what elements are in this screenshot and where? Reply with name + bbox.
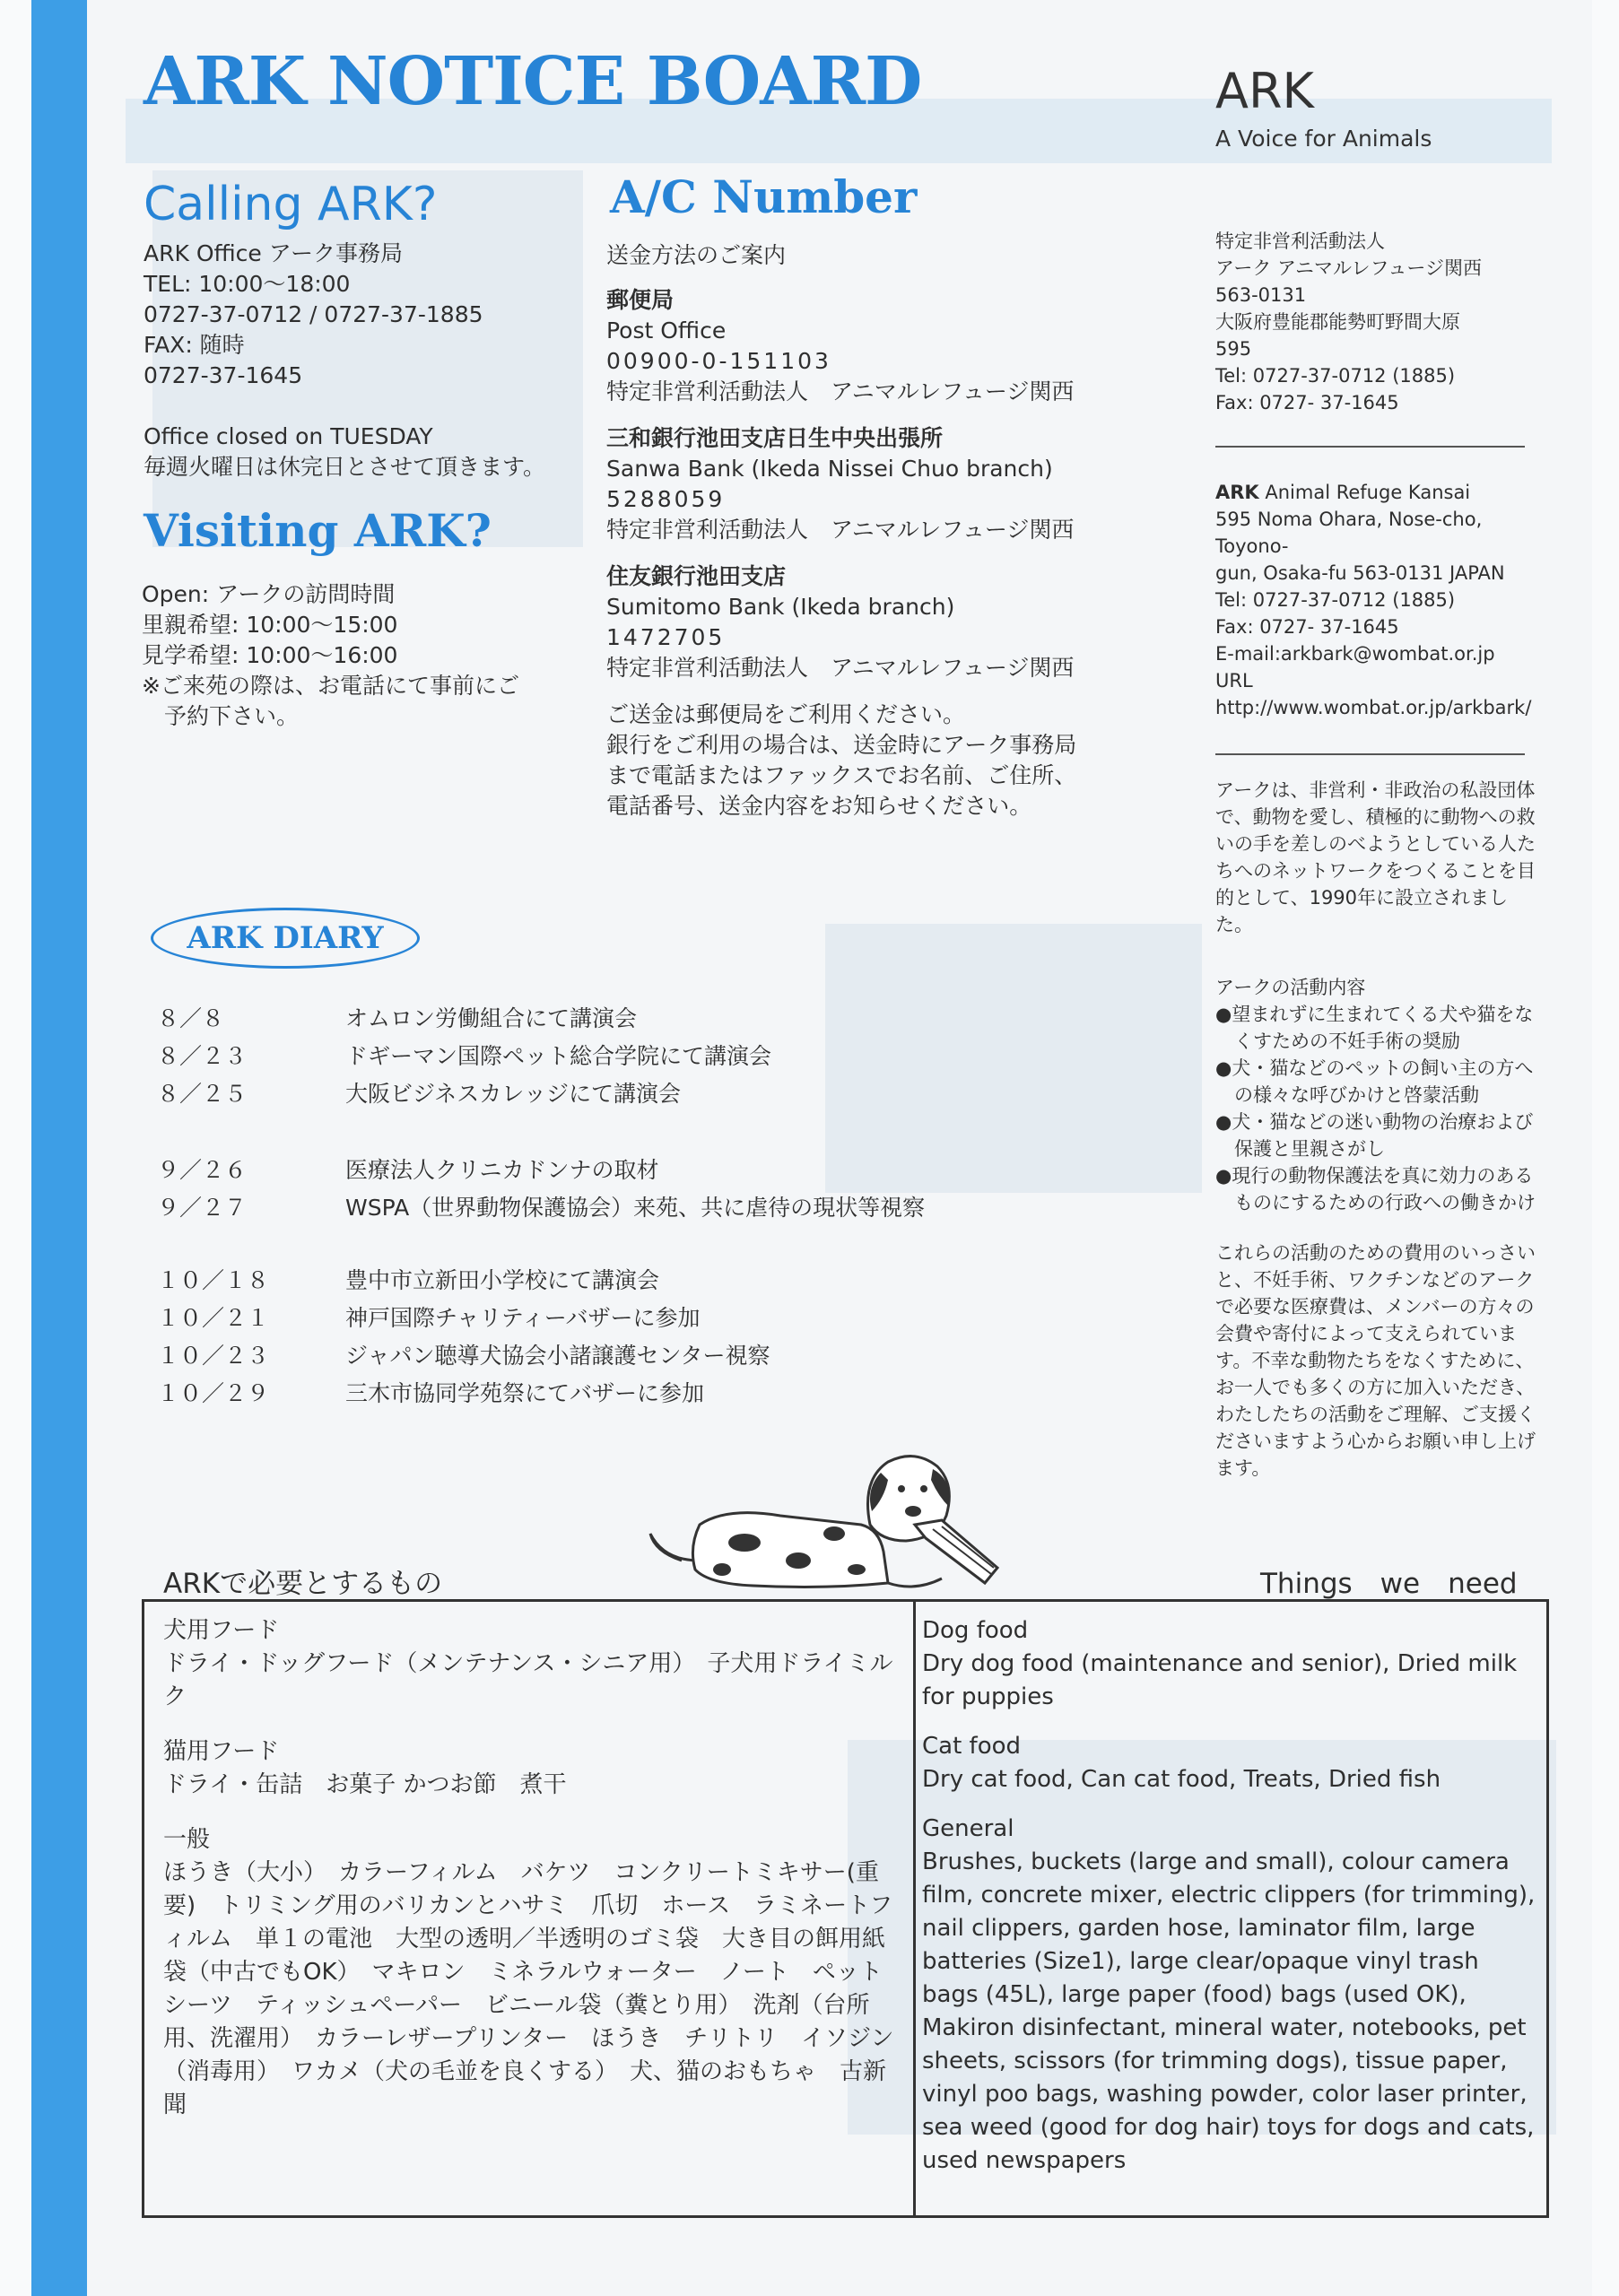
needs-dog-en-title: Dog food bbox=[922, 1617, 1029, 1644]
visiting-line: 予約下さい。 bbox=[142, 703, 300, 729]
sumitomo-heading: 住友銀行池田支店 bbox=[606, 563, 787, 589]
needs-dog-jp-body: ドライ・ドッグフード（メンテナンス・シニア用） 子犬用ドライミルク bbox=[163, 1650, 893, 1710]
address-jp-line: Tel: 0727-37-0712 (1885) bbox=[1215, 365, 1456, 387]
post-number: 00900-0-151103 bbox=[606, 348, 831, 374]
needs-heading-jp: ARKで必要とするもの bbox=[163, 1568, 443, 1600]
about-line: ちへのネットワークをつくることを目 bbox=[1215, 860, 1536, 882]
needs-heading-en: Things we need bbox=[1260, 1568, 1518, 1600]
activity-item: 保護と里親さがし bbox=[1215, 1138, 1385, 1160]
email-text: E-mail:arkbark@wombat.or.jp bbox=[1215, 643, 1495, 665]
background-photo-middle bbox=[825, 924, 1202, 1193]
about-line: いの手を差しのべようとしている人た bbox=[1215, 833, 1536, 855]
needs-cat-jp-body: ドライ・缶詰 お菓子 かつお節 煮干 bbox=[163, 1771, 567, 1798]
needs-table-divider bbox=[913, 1599, 916, 2218]
calling-line: TEL: 10:00〜18:00 bbox=[144, 271, 351, 297]
funding-line: す。不幸な動物たちをなくすために、 bbox=[1215, 1350, 1535, 1371]
calling-line: 毎週火曜日は休完日とさせて頂きます。 bbox=[144, 454, 546, 480]
needs-general-jp-title: 一般 bbox=[163, 1826, 211, 1853]
visiting-line: 里親希望: 10:00〜15:00 bbox=[142, 612, 398, 638]
account-note-line: ご送金は郵便局をご利用ください。 bbox=[606, 701, 966, 727]
page-title: ARK NOTICE BOARD bbox=[144, 43, 922, 120]
address-jp-line: 595 bbox=[1215, 338, 1252, 360]
address-jp-line: Fax: 0727- 37-1645 bbox=[1215, 392, 1399, 413]
org-tagline: A Voice for Animals bbox=[1215, 126, 1432, 152]
post-name: Post Office bbox=[606, 317, 727, 344]
address-jp-line: 大阪府豊能郡能勢町野間大原 bbox=[1215, 311, 1460, 333]
needs-cat-jp-title: 猫用フード bbox=[163, 1738, 280, 1765]
about-line: アークは、非営利・非政治の私設団体 bbox=[1215, 779, 1536, 801]
calling-line: FAX: 随時 bbox=[144, 332, 245, 358]
post-holder: 特定非営利活動法人 アニマルレフュージ関西 bbox=[606, 378, 1075, 404]
address-en-line: gun, Osaka-fu 563-0131 JAPAN bbox=[1215, 562, 1505, 584]
activity-item: くすための不妊手術の奨励 bbox=[1215, 1031, 1460, 1052]
page-left-margin bbox=[0, 0, 31, 2296]
funding-line: で必要な医療費は、メンバーの方々の bbox=[1215, 1296, 1535, 1318]
diary-heading: ARK DIARY bbox=[151, 908, 420, 969]
calling-line: 0727-37-0712 / 0727-37-1885 bbox=[144, 301, 483, 327]
funding-line: ます。 bbox=[1215, 1457, 1271, 1479]
account-note-line: 銀行をご利用の場合は、送金時にアーク事務局 bbox=[606, 732, 1077, 758]
about-line: 的として、1990年に設立されました。 bbox=[1215, 887, 1509, 935]
needs-en-column bbox=[922, 1614, 1541, 2178]
sumitomo-holder: 特定非営利活動法人 アニマルレフュージ関西 bbox=[606, 655, 1075, 681]
funding-line: お一人でも多くの方に加入いただき、 bbox=[1215, 1377, 1536, 1398]
sanwa-heading: 三和銀行池田支店日生中央出張所 bbox=[606, 425, 944, 451]
needs-cat-en-body: Dry cat food, Can cat food, Treats, Dried fish bbox=[922, 1766, 1441, 1793]
needs-general-jp-body: ほうき（大小） カラーフィルム バケツ コンクリートミキサー(重要) トリミング用のバリカンとハサミ 爪切 ホース ラミネートフィルム 単１の電池 大型の透明／半透明のゴミ袋 大き目の餌用紙袋（中古でもOK） マキロン ミネラルウォーター ノート ペットシーツ ティッシュペーパー ビニール袋（糞とり用） 洗剤（台所用、洗濯用） カラーレザープリンター ほうき チリトリ イソジン（消毒用） ワカメ（犬の毛並を良くする） 犬、猫のおもちゃ 古新聞 bbox=[163, 1859, 894, 2118]
activities-heading: アークの活動内容 bbox=[1215, 977, 1366, 998]
needs-general-en-title: General bbox=[922, 1815, 1014, 1842]
needs-jp-column bbox=[163, 1614, 894, 2122]
address-en bbox=[1215, 479, 1538, 721]
activity-item: の様々な呼びかけと啓蒙活動 bbox=[1215, 1084, 1479, 1106]
visiting-line: 見学希望: 10:00〜16:00 bbox=[142, 642, 398, 668]
funding-line: これらの活動のための費用のいっさい bbox=[1215, 1242, 1536, 1264]
divider bbox=[1215, 753, 1525, 755]
funding-line: と、不妊手術、ワクチンなどのアーク bbox=[1215, 1269, 1535, 1291]
calling-line: 0727-37-1645 bbox=[144, 362, 303, 388]
address-en-line: Fax: 0727- 37-1645 bbox=[1215, 616, 1399, 638]
account-heading: A/C Number bbox=[610, 170, 918, 223]
needs-general-en-body: Brushes, buckets (large and small), colour camera film, concrete mixer, electric clippers (for trimming), nail clippers, garden hose, laminator film, large batteries (Size1), large clear/opaque vinyl trash bags (45L), large paper (food) bags (used OK), Makiron disinfectant, mineral water, notebooks, pet sheets, scissors (for trimming dogs), tissue paper, vinyl poo bags, washing powder, color laser printer, sea weed (good for dog hair) toys for dogs and cats, used newspapers bbox=[922, 1848, 1536, 2174]
page-right-margin bbox=[1592, 0, 1619, 2296]
account-note-line: 電話番号、送金内容をお知らせください。 bbox=[606, 793, 1032, 819]
calling-spacer bbox=[144, 391, 610, 422]
divider bbox=[1215, 446, 1525, 448]
address-en-line: 595 Noma Ohara, Nose-cho, Toyono- bbox=[1215, 509, 1483, 557]
needs-cat-en-title: Cat food bbox=[922, 1733, 1022, 1760]
activity-item: ●望まれずに生まれてくる犬や猫をな bbox=[1215, 1004, 1534, 1025]
calling-info bbox=[144, 239, 610, 483]
address-jp bbox=[1215, 228, 1538, 416]
calling-heading: Calling ARK? bbox=[144, 178, 438, 231]
needs-dog-jp-title: 犬用フード bbox=[163, 1617, 280, 1644]
calling-line: ARK Office アーク事務局 bbox=[144, 240, 403, 266]
about-line: で、動物を愛し、積極的に動物への救 bbox=[1215, 806, 1536, 828]
activity-item: ●犬・猫などの迷い動物の治療および bbox=[1215, 1111, 1534, 1133]
activities bbox=[1215, 974, 1538, 1216]
blue-side-stripe bbox=[31, 0, 87, 2296]
calling-line: Office closed on TUESDAY bbox=[144, 423, 433, 449]
url-text: http://www.wombat.or.jp/arkbark/ bbox=[1215, 697, 1532, 718]
address-jp-line: 563-0131 bbox=[1215, 284, 1307, 306]
account-intro: 送金方法のご案内 bbox=[606, 242, 787, 268]
visiting-heading: Visiting ARK? bbox=[144, 504, 492, 557]
visiting-info bbox=[142, 579, 608, 732]
url-label: URL bbox=[1215, 670, 1253, 691]
funding-line: 会費や寄付によって支えられていま bbox=[1215, 1323, 1517, 1344]
visiting-line: Open: アークの訪問時間 bbox=[142, 581, 396, 607]
address-en-line: Tel: 0727-37-0712 (1885) bbox=[1215, 589, 1456, 611]
funding-text bbox=[1215, 1239, 1538, 1482]
about-text bbox=[1215, 777, 1538, 938]
address-jp-line: 特定非営利活動法人 bbox=[1215, 230, 1385, 252]
org-name: ARK bbox=[1215, 63, 1314, 119]
visiting-line: ※ご来苑の際は、お電話にて事前にご bbox=[142, 673, 519, 699]
address-jp-line: アーク アニマルレフュージ関西 bbox=[1215, 257, 1482, 279]
sanwa-name: Sanwa Bank (Ikeda Nissei Chuo branch) bbox=[606, 456, 1053, 482]
address-en-name: ARK Animal Refuge Kansai bbox=[1215, 482, 1471, 503]
activity-item: ものにするための行政への働きかけ bbox=[1215, 1192, 1536, 1213]
funding-line: ださいますよう心からお願い申し上げ bbox=[1215, 1431, 1536, 1452]
sumitomo-number: 1472705 bbox=[606, 624, 726, 650]
needs-dog-en-body: Dry dog food (maintenance and senior), Dried milk for puppies bbox=[922, 1650, 1518, 1710]
activity-item: ●犬・猫などのペットの飼い主の方へ bbox=[1215, 1057, 1534, 1079]
activity-item: ●現行の動物保護法を真に効力のある bbox=[1215, 1165, 1534, 1187]
post-heading: 郵便局 bbox=[606, 287, 675, 313]
dalmatian-dog-illustration bbox=[646, 1426, 1023, 1605]
account-note-line: まで電話またはファックスでお名前、ご住所、 bbox=[606, 762, 1077, 788]
funding-line: わたしたちの活動をご理解、ご支援く bbox=[1215, 1404, 1536, 1425]
sanwa-holder: 特定非営利活動法人 アニマルレフュージ関西 bbox=[606, 517, 1075, 543]
account-info bbox=[606, 240, 1198, 822]
sumitomo-name: Sumitomo Bank (Ikeda branch) bbox=[606, 594, 955, 620]
sanwa-number: 5288059 bbox=[606, 486, 726, 512]
